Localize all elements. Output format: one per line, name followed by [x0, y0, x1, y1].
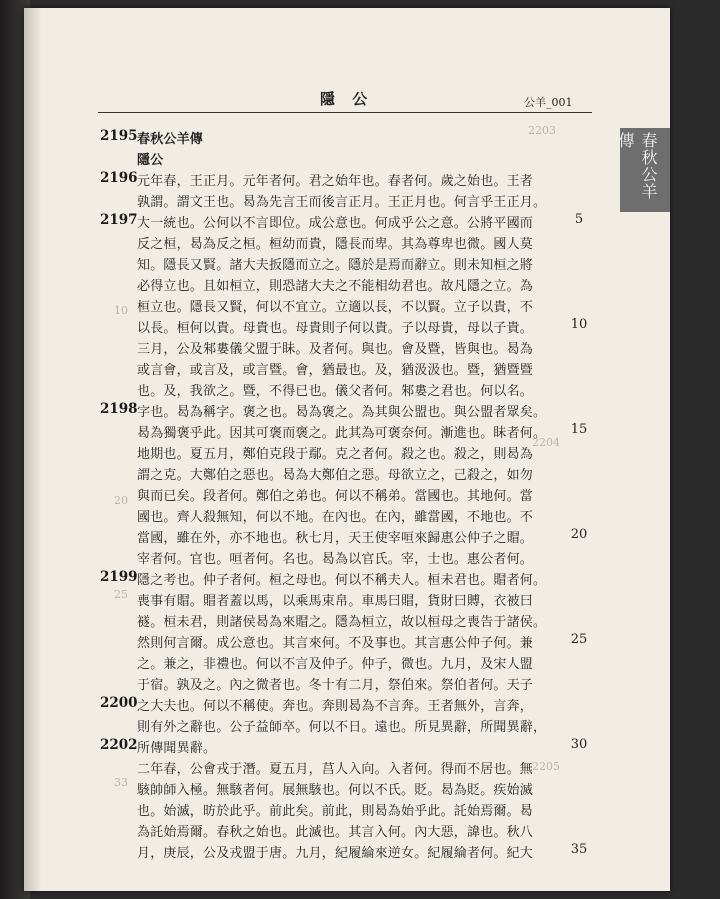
text-line: 大一統也。公何以不言即位。成公意也。何成乎公之意。公將平國而 — [137, 216, 534, 231]
bleedthrough-line-number: 20 — [114, 494, 128, 507]
text-line: 曷為獨褒乎此。因其可褒而褒之。此其為可褒奈何。漸進也。眛者何。 — [137, 426, 547, 441]
line-number: 35 — [570, 842, 588, 857]
bleedthrough-ref: 2205 — [532, 760, 560, 773]
document-page — [24, 8, 670, 891]
thumb-index-label: 春秋公羊傳 — [616, 132, 658, 200]
text-line: 桓立也。隱長又賢，何以不宜立。立適以長，不以賢。立子以貴，不 — [137, 300, 534, 315]
text-line: 孰謂。謂文王也。曷為先言王而後言正月。王正月也。何言乎王正月。 — [137, 195, 547, 210]
line-number: 15 — [570, 422, 588, 437]
text-line: 襚。桓未君，則諸侯曷為來賵之。隱為桓立，故以桓母之喪告于諸侯。 — [137, 615, 547, 630]
bleedthrough-line-number: 33 — [114, 776, 128, 789]
text-line: 三月，公及邾婁儀父盟于眛。及者何。與也。會及暨，皆與也。曷為 — [137, 342, 534, 357]
text-line: 于宿。孰及之。內之微者也。冬十有二月，祭伯來。祭伯者何。天子 — [137, 678, 534, 693]
text-line: 國也。齊人殺無知，何以不地。在內也。在內，雖當國，不地也。不 — [137, 510, 534, 525]
reference-number: 2195 — [100, 128, 138, 144]
text-line: 然則何言爾。成公意也。其言來何。不及事也。其言惠公仲子何。兼 — [137, 636, 534, 651]
line-number: 30 — [570, 737, 588, 752]
reference-number: 2197 — [100, 212, 138, 228]
running-head-page-code: 公羊_001 — [524, 96, 573, 109]
text-line: 月，庚辰，公及戎盟于唐。九月，紀履綸來逆女。紀履綸者何。紀大 — [137, 846, 534, 861]
reference-number: 2198 — [100, 401, 138, 417]
line-number: 5 — [574, 212, 584, 227]
text-line: 駭帥師入極。無駭者何。展無駭也。何以不氏。貶。曷為貶。疾始滅 — [137, 783, 534, 798]
text-line: 謂之克。大鄭伯之惡也。曷為大鄭伯之惡。母欲立之，己殺之，如勿 — [137, 468, 534, 483]
line-number: 25 — [570, 632, 588, 647]
bleedthrough-ref: 2203 — [528, 124, 556, 137]
running-head-title: 隱 公 — [320, 90, 374, 108]
text-line: 與而已矣。段者何。鄭伯之弟也。何以不稱弟。當國也。其地何。當 — [137, 489, 534, 504]
text-line: 或言會，或言及，或言暨。會，猶最也。及，猶汲汲也。暨，猶暨暨 — [137, 363, 534, 378]
text-line: 地期也。夏五月，鄭伯克段于鄢。克之者何。殺之也。殺之，則曷為 — [137, 447, 534, 462]
text-line: 所傳聞異辭。 — [137, 741, 217, 756]
text-line: 當國，雖在外，亦不地也。秋七月，天王使宰咺來歸惠公仲子之賵。 — [137, 531, 534, 546]
bleedthrough-ref: 2204 — [532, 436, 560, 449]
reference-number: 2196 — [100, 170, 138, 186]
line-number: 20 — [570, 527, 588, 542]
text-line: 知。隱長又賢。諸大夫扳隱而立之。隱於是焉而辭立。則未知桓之將 — [137, 258, 534, 273]
bleedthrough-line-number: 25 — [114, 588, 128, 601]
text-line: 二年春，公會戎于潛。夏五月，莒人入向。入者何。得而不居也。無 — [137, 762, 534, 777]
header-rule — [98, 112, 592, 113]
text-line: 之大夫也。何以不稱使。奔也。奔則曷為不言奔。王者無外，言奔， — [137, 699, 534, 714]
bleedthrough-line-number: 10 — [114, 304, 128, 317]
text-line: 也。始滅，昉於此乎。前此矣。前此，則曷為始乎此。託始焉爾。曷 — [137, 804, 534, 819]
reference-number: 2202 — [100, 737, 138, 753]
reference-number: 2200 — [100, 695, 138, 711]
text-line: 則有外之辭也。公子益師卒。何以不日。遠也。所見異辭，所聞異辭， — [137, 720, 547, 735]
thumb-index-tab — [616, 128, 670, 212]
reference-number: 2199 — [100, 569, 138, 585]
text-line: 以長。桓何以貴。母貴也。母貴則子何以貴。子以母貴，母以子貴。 — [137, 321, 534, 336]
text-line: 也。及，我欲之。暨，不得已也。儀父者何。邾婁之君也。何以名。 — [137, 384, 534, 399]
text-line: 字也。曷為稱字。褒之也。曷為褒之。為其與公盟也。與公盟者眾矣。 — [137, 405, 547, 420]
text-line: 元年春，王正月。元年者何。君之始年也。春者何。歲之始也。王者 — [137, 174, 534, 189]
text-line: 之。兼之，非禮也。何以不言及仲子。仲子，微也。九月，及宋人盟 — [137, 657, 534, 672]
text-line: 反之桓，曷為反之桓。桓幼而貴，隱長而卑。其為尊卑也微。國人莫 — [137, 237, 534, 252]
book-title: 春秋公羊傳 — [137, 132, 204, 147]
text-line: 宰者何。官也。咺者何。名也。曷為以官氏。宰，士也。惠公者何。 — [137, 552, 534, 567]
text-line: 喪事有賵。賵者蓋以馬，以乘馬束帛。車馬曰賵，貨財曰賻，衣被曰 — [137, 594, 534, 609]
text-line: 必得立也。且如桓立，則恐諸大夫之不能相幼君也。故凡隱之立。為 — [137, 279, 534, 294]
chapter-title: 隱公 — [137, 153, 164, 168]
text-line: 隱之考也。仲子者何。桓之母也。何以不稱夫人。桓未君也。賵者何。 — [137, 573, 547, 588]
line-number: 10 — [570, 317, 588, 332]
text-line: 為託始焉爾。春秋之始也。此滅也。其言入何。內大惡，諱也。秋八 — [137, 825, 534, 840]
